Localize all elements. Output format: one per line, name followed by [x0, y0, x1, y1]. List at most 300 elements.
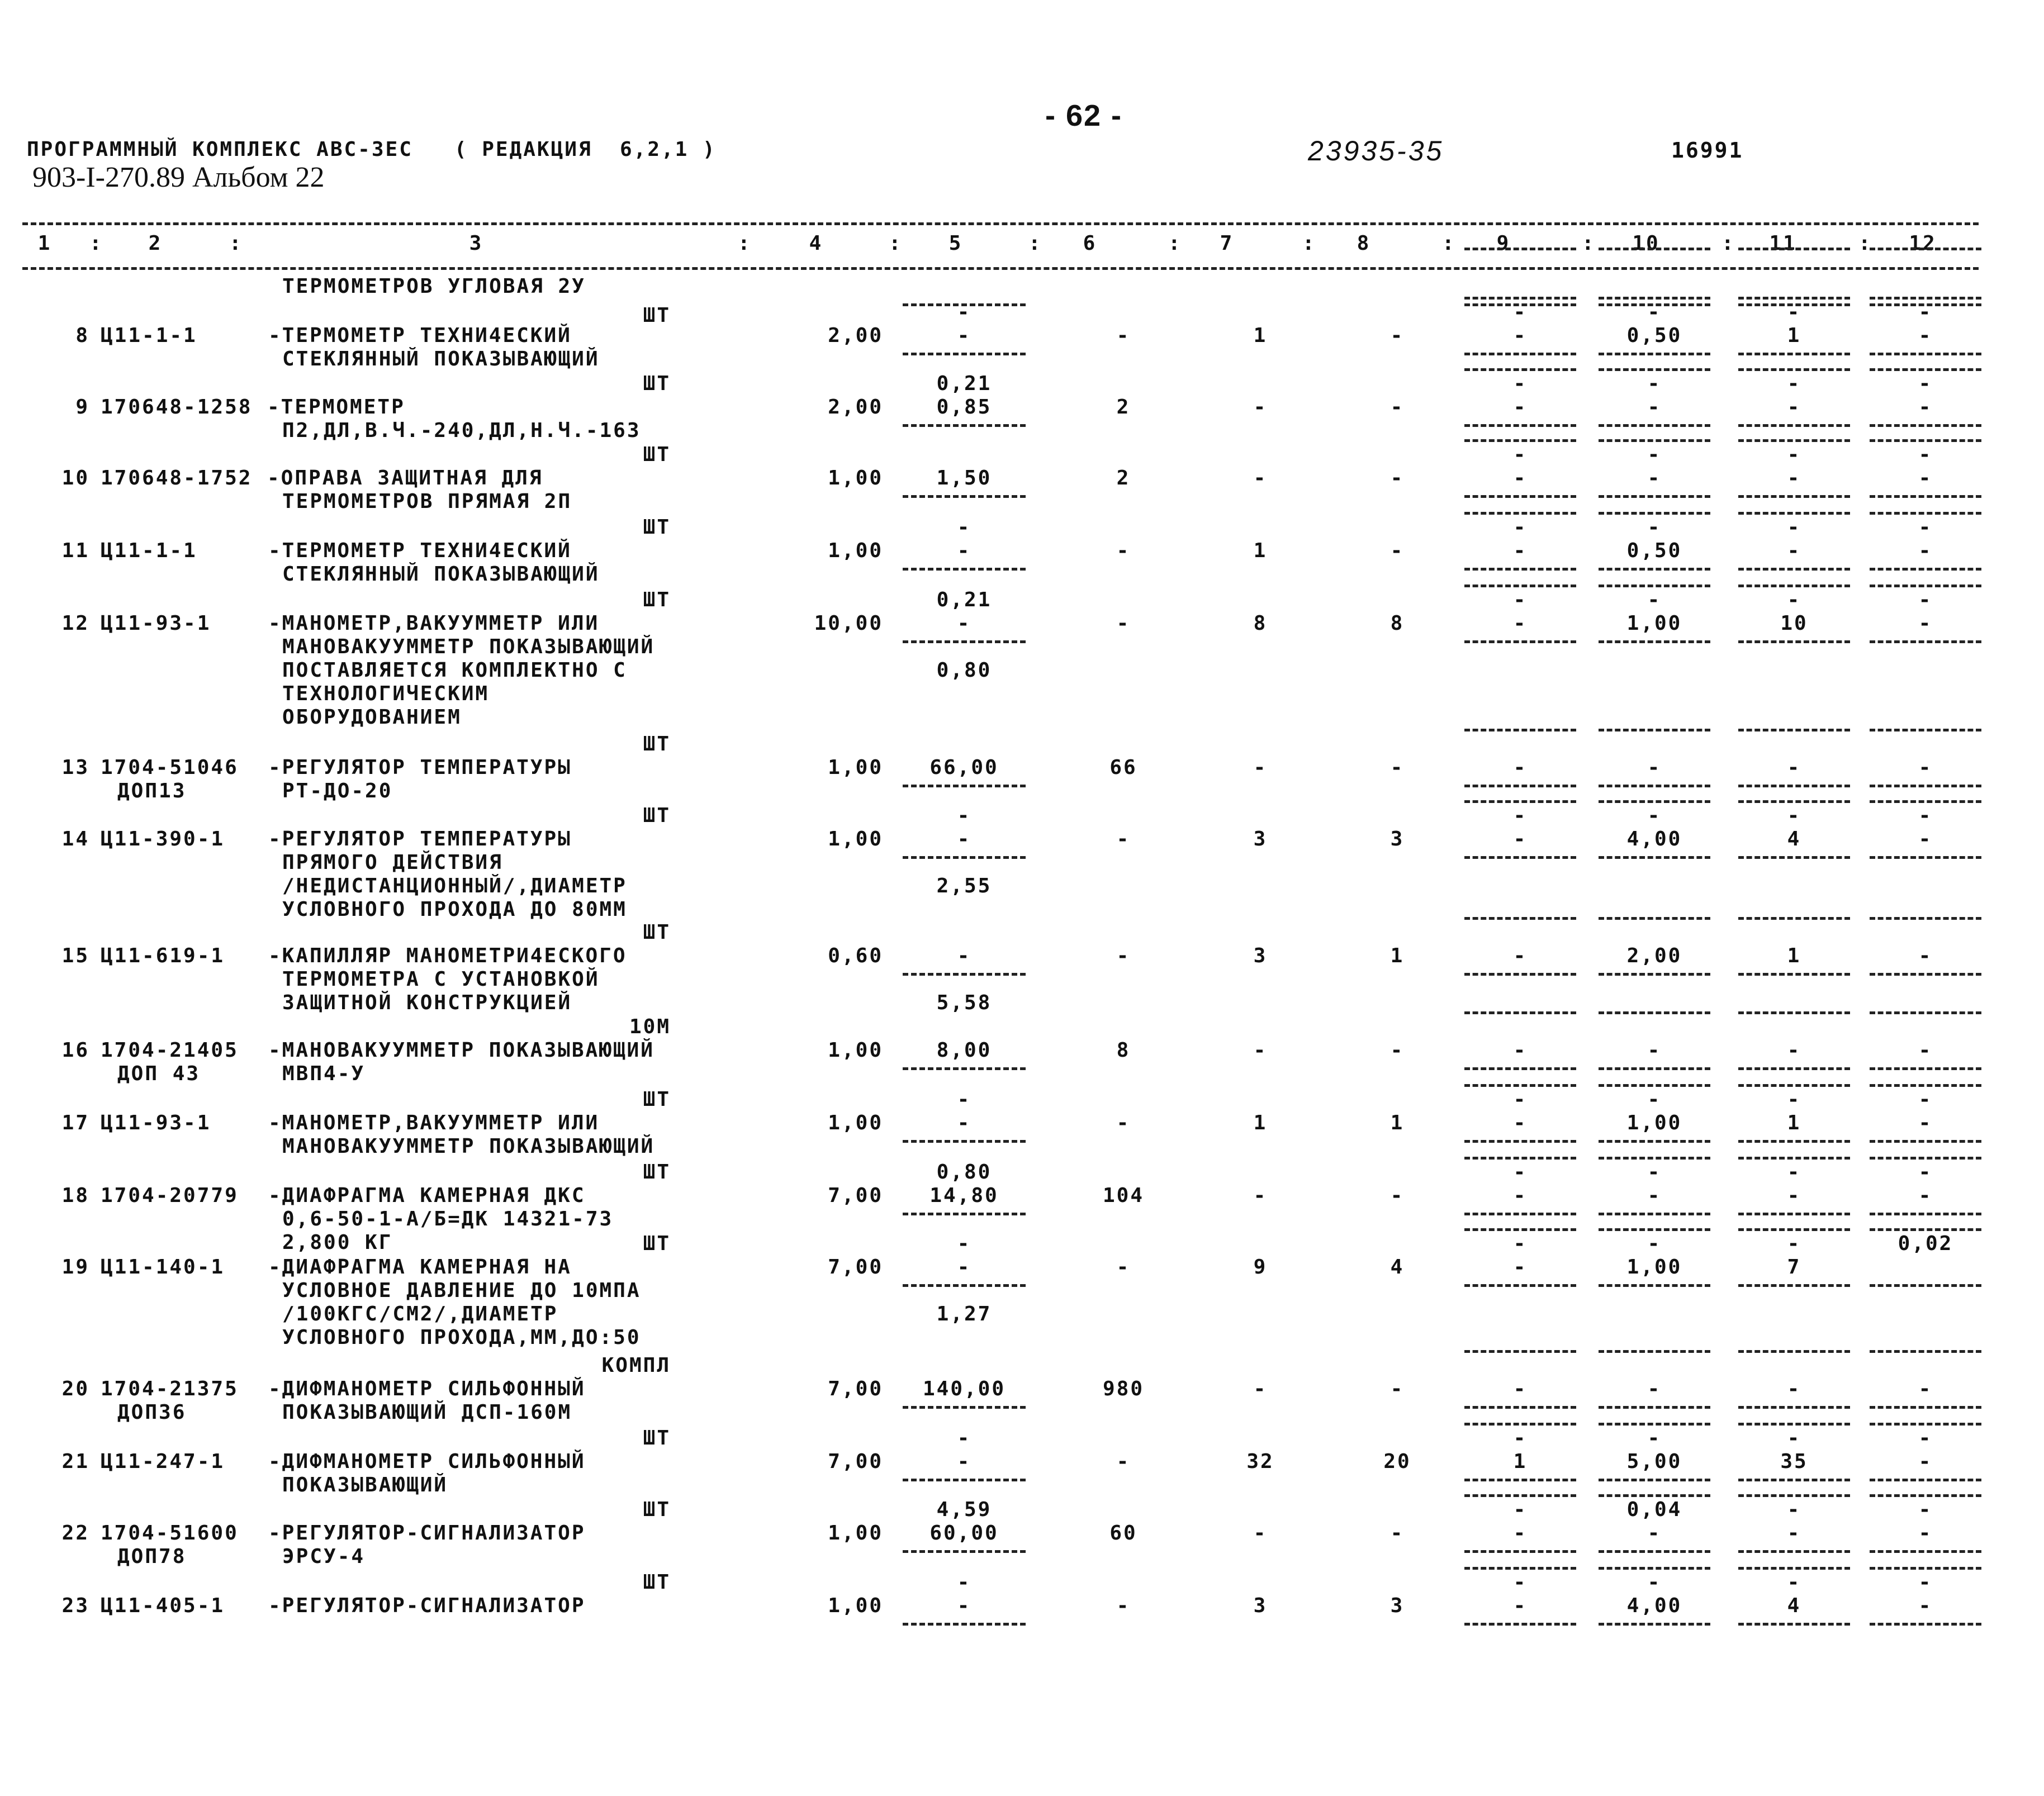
col5-rule [903, 973, 1026, 976]
row-unit: ШТ [643, 804, 671, 827]
col9-upper-rule [1464, 917, 1576, 920]
col7-value: 3 [1253, 828, 1268, 851]
col11-top-value: - [1787, 1161, 1801, 1184]
col12-value: - [1918, 828, 1933, 851]
col11-upper-rule [1738, 917, 1850, 920]
col11-upper-rule [1738, 297, 1850, 300]
column-header-8: 8 [1357, 232, 1371, 255]
col5-value: 140,00 [922, 1377, 1006, 1400]
col10-lower-rule [1599, 353, 1710, 355]
row-name-line: -ДИФМАНОМЕТР СИЛЬФОННЫЙ [268, 1377, 586, 1400]
row-quantity: 1,00 [828, 828, 883, 851]
col5-value: - [957, 612, 971, 635]
col10-top-value: - [1647, 1427, 1662, 1450]
row-name-line: -ТЕРМОМЕТР ТЕХНИ4ЕСКИЙ [268, 324, 572, 347]
col9-top-value: - [1513, 804, 1528, 827]
col6-value: - [1116, 539, 1131, 562]
col5-rule [903, 1479, 1026, 1481]
col12-upper-rule [1870, 1567, 1981, 1570]
row-name-line: /100КГС/СМ2/,ДИАМЕТР [282, 1303, 558, 1325]
row-code-extra: ДОП78 [117, 1545, 187, 1568]
column-separator: : [1858, 232, 1872, 255]
col9-value: - [1513, 756, 1528, 779]
col12-lower-rule [1870, 1550, 1981, 1553]
col12-value: - [1918, 1377, 1933, 1400]
col11-top-value: - [1787, 1571, 1801, 1594]
col9-value: - [1513, 324, 1528, 347]
col10-upper-rule [1599, 585, 1710, 587]
col6-value: 60 [1109, 1522, 1137, 1545]
col9-lower-rule [1464, 353, 1576, 355]
col5-bottom-value: 1,27 [936, 1303, 992, 1325]
col8-value: 4 [1390, 1256, 1405, 1279]
col11-lower-rule [1738, 1623, 1850, 1626]
document-code: 23935-35 [1308, 135, 1444, 167]
col12-top-value: - [1918, 588, 1933, 611]
col9-value: - [1513, 467, 1528, 490]
col11-upper-rule [1738, 729, 1850, 731]
row-name-line: МАНОВАКУУММЕТР ПОКАЗЫВАЮЩИЙ [282, 635, 655, 658]
row-name-line: ТЕРМОМЕТРОВ ПРЯМАЯ 2П [282, 490, 572, 513]
col11-upper-rule [1738, 248, 1850, 250]
col12-value: - [1918, 944, 1933, 967]
col11-lower-rule [1738, 1067, 1850, 1070]
row-name-line: -ДИАФРАГМА КАМЕРНАЯ ДКС [268, 1184, 586, 1207]
col10-value: 5,00 [1626, 1450, 1682, 1473]
row-name-line: -РЕГУЛЯТОР ТЕМПЕРАТУРЫ [268, 828, 572, 851]
col8-value: - [1390, 756, 1405, 779]
col5-rule [903, 1213, 1026, 1215]
col11-lower-rule [1738, 1479, 1850, 1481]
col9-top-value: - [1513, 1161, 1528, 1184]
row-quantity: 2,00 [828, 324, 883, 347]
col5-value: 1,50 [936, 467, 992, 490]
col9-top-value: - [1513, 301, 1528, 324]
row-name-line: -КАПИЛЛЯР МАНОМЕТРИ4ЕСКОГО [268, 944, 627, 967]
col5-top-value: - [957, 301, 971, 324]
col11-value: 10 [1780, 612, 1808, 635]
col12-top-value: - [1918, 1498, 1933, 1521]
row-name-line: -МАНОВАКУУММЕТР ПОКАЗЫВАЮЩИЙ [268, 1039, 655, 1062]
col9-value: 1 [1513, 1450, 1528, 1473]
row-number: 14 [61, 828, 89, 851]
column-separator: : [1442, 232, 1456, 255]
col9-top-value: - [1513, 372, 1528, 395]
col6-value: 980 [1102, 1377, 1145, 1400]
col5-rule [903, 424, 1026, 427]
col9-top-value: - [1513, 443, 1528, 466]
col8-value: - [1390, 539, 1405, 562]
col10-value: - [1647, 396, 1662, 419]
col10-lower-rule [1599, 1213, 1710, 1215]
col11-lower-rule [1738, 1406, 1850, 1409]
col12-lower-rule [1870, 568, 1981, 571]
table-header-rule [22, 267, 1979, 270]
col9-top-value: - [1513, 1498, 1528, 1521]
col5-top-value: - [957, 1088, 971, 1111]
col12-top-value: - [1918, 1161, 1933, 1184]
col6-value: - [1116, 944, 1131, 967]
row-name-line: ТЕХНОЛОГИЧЕСКИМ [282, 682, 490, 705]
col11-lower-rule [1738, 424, 1850, 427]
col12-upper-rule [1870, 1011, 1981, 1014]
col11-lower-rule [1738, 640, 1850, 643]
col12-upper-rule [1870, 917, 1981, 920]
row-quantity: 1,00 [828, 1522, 883, 1545]
col12-upper-rule [1870, 1494, 1981, 1497]
col9-value: - [1513, 1111, 1528, 1134]
col7-value: 1 [1253, 324, 1268, 347]
col12-upper-rule [1870, 1350, 1981, 1353]
col9-upper-rule [1464, 368, 1576, 371]
row-unit: ШТ [643, 588, 671, 611]
col9-top-value: - [1513, 588, 1528, 611]
col9-lower-rule [1464, 1284, 1576, 1287]
col5-bottom-value: 2,55 [936, 875, 992, 897]
col10-upper-rule [1599, 1567, 1710, 1570]
col6-value: - [1116, 1594, 1131, 1617]
col9-upper-rule [1464, 248, 1576, 250]
col12-value: - [1918, 612, 1933, 635]
col5-value: - [957, 828, 971, 851]
col11-lower-rule [1738, 568, 1850, 571]
row-name-line: ПОСТАВЛЯЕТСЯ КОМПЛЕКТНО С [282, 659, 627, 682]
col10-lower-rule [1599, 973, 1710, 976]
row-unit: ШТ [643, 1498, 671, 1521]
col5-top-value: - [957, 1427, 971, 1450]
row-name-line: -ДИФМАНОМЕТР СИЛЬФОННЫЙ [268, 1450, 586, 1473]
col10-upper-rule [1599, 729, 1710, 731]
row-quantity: 1,00 [828, 1594, 883, 1617]
col6-value: - [1116, 828, 1131, 851]
col9-value: - [1513, 1039, 1528, 1062]
row-code: Ц11-405-1 [101, 1594, 225, 1617]
row-name-line: СТЕКЛЯННЫЙ ПОКАЗЫВАЮЩИЙ [282, 348, 600, 370]
col7-value: - [1253, 396, 1268, 419]
col7-value: - [1253, 756, 1268, 779]
col5-top-value: - [957, 1571, 971, 1594]
sheet-code: 16991 [1671, 138, 1744, 163]
col11-lower-rule [1738, 495, 1850, 498]
col10-top-value: 0,04 [1626, 1498, 1682, 1521]
col5-value: 0,85 [936, 396, 992, 419]
col10-value: - [1647, 1377, 1662, 1400]
col10-lower-rule [1599, 495, 1710, 498]
col10-value: - [1647, 467, 1662, 490]
col12-top-value: - [1918, 1571, 1933, 1594]
col12-value: - [1918, 1594, 1933, 1617]
col11-top-value: - [1787, 301, 1801, 324]
col11-top-value: - [1787, 1427, 1801, 1450]
col11-lower-rule [1738, 856, 1850, 859]
col7-value: - [1253, 1522, 1268, 1545]
row-number: 9 [75, 396, 89, 419]
col12-value: - [1918, 324, 1933, 347]
col9-upper-rule [1464, 297, 1576, 300]
row-code-extra: ДОП 43 [117, 1062, 201, 1085]
col10-lower-rule [1599, 568, 1710, 571]
col9-top-value: - [1513, 1427, 1528, 1450]
col12-lower-rule [1870, 856, 1981, 859]
col12-value: - [1918, 1522, 1933, 1545]
col10-lower-rule [1599, 640, 1710, 643]
col11-upper-rule [1738, 368, 1850, 371]
col5-value: 66,00 [929, 756, 999, 779]
col9-lower-rule [1464, 1213, 1576, 1215]
row-code-extra: ДОП36 [117, 1401, 187, 1424]
row-name-line: УСЛОВНОГО ПРОХОДА,ММ,ДО:50 [282, 1326, 641, 1349]
col12-upper-rule [1870, 297, 1981, 300]
row-name-line: П2,ДЛ,В.Ч.-240,ДЛ,Н.Ч.-163 [282, 419, 641, 442]
col9-upper-rule [1464, 1350, 1576, 1353]
row-quantity: 1,00 [828, 539, 883, 562]
col11-value: - [1787, 396, 1801, 419]
col11-upper-rule [1738, 1228, 1850, 1231]
row-number: 20 [61, 1377, 89, 1400]
col12-top-value: 0,02 [1898, 1232, 1953, 1255]
col8-value: - [1390, 396, 1405, 419]
col5-value: - [957, 539, 971, 562]
row-name-line: УСЛОВНОГО ПРОХОДА ДО 80ММ [282, 898, 627, 921]
col10-top-value: - [1647, 1161, 1662, 1184]
col11-value: - [1787, 539, 1801, 562]
col6-value: 66 [1109, 756, 1137, 779]
col10-value: - [1647, 756, 1662, 779]
row-code: 170648-1752 [101, 467, 253, 490]
column-header-9: 9 [1496, 232, 1511, 255]
col10-lower-rule [1599, 1067, 1710, 1070]
col10-value: - [1647, 1039, 1662, 1062]
row-quantity: 1,00 [828, 1111, 883, 1134]
col10-top-value: - [1647, 1232, 1662, 1255]
col9-upper-rule [1464, 1084, 1576, 1087]
col9-upper-rule [1464, 800, 1576, 803]
col12-upper-rule [1870, 248, 1981, 250]
col9-value: - [1513, 1256, 1528, 1279]
col11-value: - [1787, 756, 1801, 779]
col5-value: 60,00 [929, 1522, 999, 1545]
row-number: 8 [75, 324, 89, 347]
col11-value: - [1787, 467, 1801, 490]
col9-lower-rule [1464, 1623, 1576, 1626]
row-name-line: 0,6-50-1-А/Б=ДК 14321-73 [282, 1208, 614, 1230]
col6-value: - [1116, 324, 1131, 347]
row-code: Ц11-619-1 [101, 944, 225, 967]
column-separator: : [1028, 232, 1042, 255]
column-header-2: 2 [148, 232, 163, 255]
col10-upper-rule [1599, 917, 1710, 920]
col8-value: 3 [1390, 1594, 1405, 1617]
col7-value: 9 [1253, 1256, 1268, 1279]
col10-upper-rule [1599, 1494, 1710, 1497]
col11-upper-rule [1738, 1157, 1850, 1160]
col5-top-value: 0,80 [936, 1161, 992, 1184]
row-number: 18 [61, 1184, 89, 1207]
col10-upper-rule [1599, 512, 1710, 515]
col9-lower-rule [1464, 1406, 1576, 1409]
row-name-line: /НЕДИСТАНЦИОННЫЙ/,ДИАМЕТР [282, 875, 627, 897]
col10-value: 0,50 [1626, 539, 1682, 562]
col7-value: 1 [1253, 539, 1268, 562]
col10-top-value: - [1647, 301, 1662, 324]
col10-value: 4,00 [1626, 1594, 1682, 1617]
col12-value: - [1918, 539, 1933, 562]
col9-upper-rule [1464, 512, 1576, 515]
row-number: 13 [61, 756, 89, 779]
col9-upper-rule [1464, 1567, 1576, 1570]
col12-upper-rule [1870, 1228, 1981, 1231]
col9-lower-rule [1464, 495, 1576, 498]
col12-value: - [1918, 756, 1933, 779]
col8-value: - [1390, 1522, 1405, 1545]
row-code: Ц11-140-1 [101, 1256, 225, 1279]
column-header-4: 4 [809, 232, 823, 255]
row-name-line: ОБОРУДОВАНИЕМ [282, 706, 462, 729]
col12-lower-rule [1870, 1479, 1981, 1481]
col11-upper-rule [1738, 1494, 1850, 1497]
col8-value: - [1390, 467, 1405, 490]
row-number: 10 [61, 467, 89, 490]
col7-value: - [1253, 1184, 1268, 1207]
col9-upper-rule [1464, 1228, 1576, 1231]
col11-value: 1 [1787, 944, 1801, 967]
col5-top-value: - [957, 804, 971, 827]
col8-value: 1 [1390, 944, 1405, 967]
row-number: 17 [61, 1111, 89, 1134]
col11-top-value: - [1787, 1088, 1801, 1111]
row-name-line: УСЛОВНОЕ ДАВЛЕНИЕ ДО 10МПА [282, 1279, 641, 1302]
col9-value: - [1513, 944, 1528, 967]
row-quantity: 7,00 [828, 1377, 883, 1400]
col11-upper-rule [1738, 1011, 1850, 1014]
row-quantity: 1,00 [828, 756, 883, 779]
col11-value: - [1787, 1377, 1801, 1400]
col11-upper-rule [1738, 1423, 1850, 1426]
column-header-3: 3 [469, 232, 483, 255]
row-name-line: ЗАЩИТНОЙ КОНСТРУКЦИЕЙ [282, 991, 572, 1014]
col5-top-value: - [957, 516, 971, 539]
col10-top-value: - [1647, 1088, 1662, 1111]
row-unit: ШТ [643, 1571, 671, 1594]
column-separator: : [1582, 232, 1596, 255]
col10-upper-rule [1599, 800, 1710, 803]
col12-lower-rule [1870, 1067, 1981, 1070]
col10-lower-rule [1599, 1406, 1710, 1409]
col10-value: 1,00 [1626, 1111, 1682, 1134]
row-unit: ШТ [643, 1088, 671, 1111]
col10-top-value: - [1647, 372, 1662, 395]
col10-lower-rule [1599, 1623, 1710, 1626]
col7-value: 1 [1253, 1111, 1268, 1134]
row-name-line: -ДИАФРАГМА КАМЕРНАЯ НА [268, 1256, 572, 1279]
col7-value: - [1253, 1039, 1268, 1062]
row-name-line: -РЕГУЛЯТОР ТЕМПЕРАТУРЫ [268, 756, 572, 779]
col12-lower-rule [1870, 424, 1981, 427]
row-quantity: 7,00 [828, 1450, 883, 1473]
row-unit: ШТ [643, 304, 671, 327]
col8-value: 1 [1390, 1111, 1405, 1134]
col9-value: - [1513, 1594, 1528, 1617]
col12-lower-rule [1870, 640, 1981, 643]
col11-value: - [1787, 1039, 1801, 1062]
row-number: 22 [61, 1522, 89, 1545]
row-quantity: 1,00 [828, 1039, 883, 1062]
col12-lower-rule [1870, 495, 1981, 498]
row-name-line: -МАНОМЕТР,ВАКУУММЕТР ИЛИ [268, 612, 600, 635]
col9-upper-rule [1464, 1157, 1576, 1160]
album-title: 903-I-270.89 Альбом 22 [32, 161, 325, 193]
col6-value: - [1116, 1450, 1131, 1473]
col9-lower-rule [1464, 640, 1576, 643]
col9-upper-rule [1464, 585, 1576, 587]
col12-upper-rule [1870, 1157, 1981, 1160]
col10-upper-rule [1599, 1157, 1710, 1160]
row-name-line: -МАНОМЕТР,ВАКУУММЕТР ИЛИ [268, 1111, 600, 1134]
col10-upper-rule [1599, 248, 1710, 250]
col7-value: 3 [1253, 1594, 1268, 1617]
col10-top-value: - [1647, 516, 1662, 539]
col5-rule [903, 1140, 1026, 1143]
col8-value: 8 [1390, 612, 1405, 635]
col9-upper-rule [1464, 729, 1576, 731]
col11-upper-rule [1738, 1567, 1850, 1570]
col10-upper-rule [1599, 1423, 1710, 1426]
col12-top-value: - [1918, 804, 1933, 827]
col5-value: - [957, 944, 971, 967]
col9-value: - [1513, 828, 1528, 851]
col9-value: - [1513, 1377, 1528, 1400]
col12-lower-rule [1870, 1140, 1981, 1143]
col12-value: - [1918, 1184, 1933, 1207]
col12-top-value: - [1918, 1427, 1933, 1450]
col9-upper-rule [1464, 1494, 1576, 1497]
col6-value: 104 [1102, 1184, 1145, 1207]
row-code: Ц11-247-1 [101, 1450, 225, 1473]
col5-value: - [957, 1450, 971, 1473]
col9-value: - [1513, 1184, 1528, 1207]
row-name-line: -РЕГУЛЯТОР-СИГНАЛИЗАТОР [268, 1594, 586, 1617]
col10-lower-rule [1599, 1479, 1710, 1481]
col10-top-value: - [1647, 443, 1662, 466]
col12-top-value: - [1918, 301, 1933, 324]
col12-upper-rule [1870, 512, 1981, 515]
row-code: Ц11-93-1 [101, 612, 211, 635]
column-header-10: 10 [1632, 232, 1660, 255]
col10-lower-rule [1599, 1284, 1710, 1287]
col5-top-value: 0,21 [936, 372, 992, 395]
col5-rule [903, 1623, 1026, 1626]
col11-value: 1 [1787, 324, 1801, 347]
col12-value: - [1918, 467, 1933, 490]
col5-value: - [957, 1111, 971, 1134]
col12-value: - [1918, 396, 1933, 419]
row-number: 15 [61, 944, 89, 967]
column-header-5: 5 [949, 232, 963, 255]
col5-rule [903, 640, 1026, 643]
col11-value: - [1787, 1184, 1801, 1207]
col5-rule [903, 1406, 1026, 1409]
col9-lower-rule [1464, 856, 1576, 859]
col12-lower-rule [1870, 1213, 1981, 1215]
col11-upper-rule [1738, 585, 1850, 587]
row-code: 1704-20779 [101, 1184, 239, 1207]
col10-top-value: - [1647, 804, 1662, 827]
row-unit: ШТ [643, 733, 671, 756]
row-code-extra: ДОП13 [117, 780, 187, 802]
row-number: 11 [61, 539, 89, 562]
column-header-6: 6 [1083, 232, 1097, 255]
col10-value: 4,00 [1626, 828, 1682, 851]
